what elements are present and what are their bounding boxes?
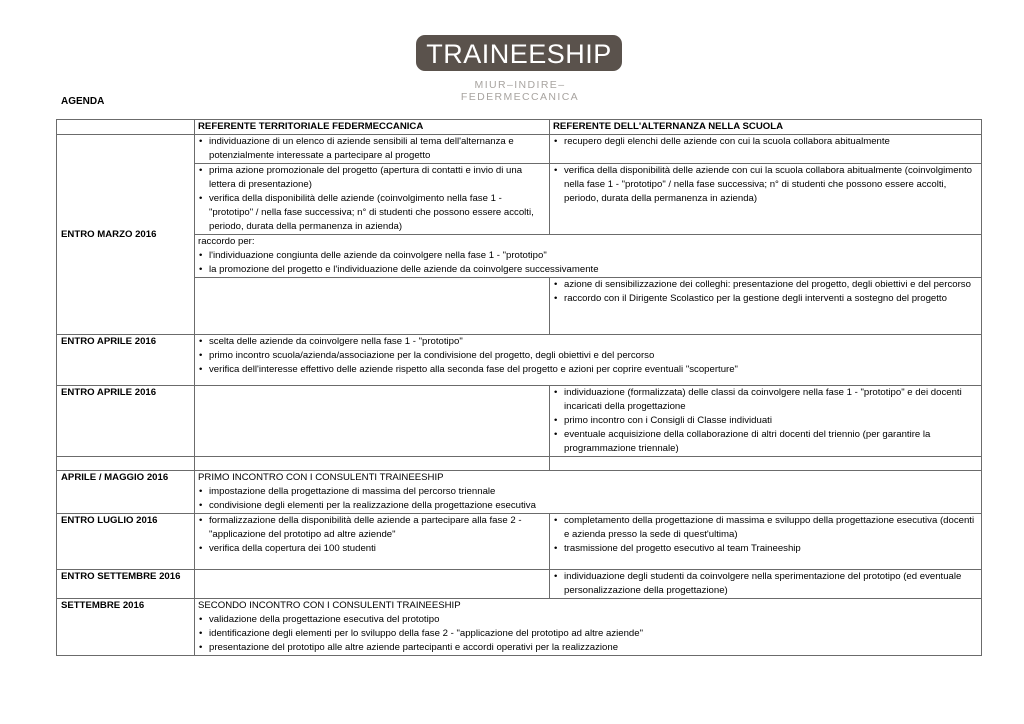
table-row <box>57 386 982 457</box>
header-date <box>57 120 195 135</box>
row-date: ENTRO MARZO 2016 <box>57 135 195 335</box>
list-item: • presentazione del prototipo alle altre aziende partecipanti e accordi operativi per la realizzazione <box>198 641 978 655</box>
cell-intro: PRIMO INCONTRO CON I CONSULENTI TRAINEESHIP <box>198 472 444 483</box>
table-row <box>57 235 982 278</box>
table-row-empty <box>57 457 982 471</box>
bullet-list <box>553 570 978 598</box>
cell-scuola <box>550 514 982 570</box>
row-date: APRILE / MAGGIO 2016 <box>57 471 195 514</box>
bullet-list <box>553 278 978 306</box>
list-item: • verifica della copertura dei 100 studenti <box>198 542 546 556</box>
cell-federmeccanica <box>195 164 550 235</box>
table-row <box>57 471 982 514</box>
cell-federmeccanica <box>195 278 550 335</box>
cell-federmeccanica <box>195 135 550 164</box>
bullet-list <box>198 164 546 234</box>
bullet-list <box>553 164 978 206</box>
page-title: AGENDA <box>61 96 105 107</box>
list-item: • impostazione della progettazione di massima del percorso triennale <box>198 485 978 499</box>
list-item: • individuazione (formalizzata) delle classi da coinvolgere nella fase 1 - "prototipo" e dei docenti incaricati della progettazione <box>553 386 978 414</box>
list-item: • scelta delle aziende da coinvolgere nella fase 1 - "prototipo" <box>198 335 978 349</box>
list-item: • primo incontro con i Consigli di Classe individuati <box>553 414 978 428</box>
header-federmeccanica: REFERENTE TERRITORIALE FEDERMECCANICA <box>195 120 550 135</box>
list-item: • individuazione degli studenti da coinvolgere nella sperimentazione del prototipo (ed eventuale personalizzazione della progettazione) <box>553 570 978 598</box>
list-item: • condivisione degli elementi per la realizzazione della progettazione esecutiva <box>198 499 978 513</box>
cell-intro: SECONDO INCONTRO CON I CONSULENTI TRAINEESHIP <box>198 600 461 611</box>
row-date: SETTEMBRE 2016 <box>57 599 195 656</box>
list-item: • trasmissione del progetto esecutivo al team Traineeship <box>553 542 978 556</box>
list-item: • eventuale acquisizione della collaborazione di altri docenti del triennio (per garantire la programmazione triennale) <box>553 428 978 456</box>
bullet-list <box>198 249 978 277</box>
cell-scuola <box>550 164 982 235</box>
list-item: • raccordo con il Dirigente Scolastico per la gestione degli interventi a sostegno del progetto <box>553 292 978 306</box>
row-date: ENTRO SETTEMBRE 2016 <box>57 570 195 599</box>
list-item: • completamento della progettazione di massima e sviluppo della progettazione esecutiva (docenti e azienda presso la sede di quest'ultima) <box>553 514 978 542</box>
list-item: • formalizzazione della disponibilità delle aziende a partecipare alla fase 2 - "applicazione del prototipo ad altre aziende" <box>198 514 546 542</box>
list-item: • recupero degli elenchi delle aziende con cui la scuola collabora abitualmente <box>553 135 978 149</box>
bullet-list <box>553 514 978 556</box>
header-scuola: REFERENTE DELL'ALTERNANZA NELLA SCUOLA <box>550 120 982 135</box>
list-item: • verifica della disponibilità delle aziende (coinvolgimento nella fase 1 - "prototipo" / nella fase successiva; n° di studenti che possono essere accolti, periodo, durata della permanenza in azienda) <box>198 192 546 234</box>
table-row <box>57 570 982 599</box>
traineeship-logo <box>416 35 622 71</box>
list-item: • verifica dell'interesse effettivo delle aziende rispetto alla seconda fase del progetto e azioni per coprire eventuali "scoperture" <box>198 363 978 377</box>
logo-text: TRAINEESHIP <box>426 39 612 69</box>
list-item: • individuazione di un elenco di aziende sensibili al tema dell'alternanza e potenzialmente interessate a partecipare al progetto <box>198 135 546 163</box>
list-item: • prima azione promozionale del progetto (apertura di contatti e invio di una lettera di presentazione) <box>198 164 546 192</box>
bullet-list <box>198 514 546 556</box>
table-row <box>57 335 982 386</box>
table-header-row <box>57 120 982 135</box>
cell-federmeccanica <box>195 570 550 599</box>
cell-scuola <box>550 135 982 164</box>
list-item: • verifica della disponibilità delle aziende con cui la scuola collabora abitualmente (coinvolgimento nella fase 1 - "prototipo" / nella fase successiva; n° di studenti che possono essere accolti, periodo, durata della permanenza in azienda) <box>553 164 978 206</box>
row-date: ENTRO LUGLIO 2016 <box>57 514 195 570</box>
cell-joint <box>195 335 982 386</box>
bullet-list <box>198 613 978 655</box>
row-date: ENTRO APRILE 2016 <box>57 386 195 457</box>
cell-joint <box>195 235 982 278</box>
bullet-list <box>198 135 546 163</box>
list-item: • l'individuazione congiunta delle aziende da coinvolgere nella fase 1 - "prototipo" <box>198 249 978 263</box>
table-row <box>57 164 982 235</box>
table-row <box>57 135 982 164</box>
bullet-list <box>553 135 978 149</box>
cell-scuola <box>550 570 982 599</box>
list-item: • la promozione del progetto e l'individuazione delle aziende da coinvolgere successivamente <box>198 263 978 277</box>
cell-federmeccanica <box>195 386 550 457</box>
table-row <box>57 514 982 570</box>
logo-wordmark <box>416 35 622 71</box>
cell-scuola <box>550 278 982 335</box>
list-item: • azione di sensibilizzazione dei colleghi: presentazione del progetto, degli obiettivi e del percorso <box>553 278 978 292</box>
agenda-table <box>56 119 982 656</box>
cell-federmeccanica <box>195 514 550 570</box>
row-date: ENTRO APRILE 2016 <box>57 335 195 386</box>
table-row <box>57 278 982 335</box>
table-row <box>57 599 982 656</box>
list-item: • identificazione degli elementi per lo sviluppo della fase 2 - "applicazione del prototipo ad altre aziende" <box>198 627 978 641</box>
bullet-list <box>553 386 978 456</box>
bullet-list <box>198 335 978 377</box>
logo-subtitle: MIUR–INDIRE–FEDERMECCANICA <box>460 79 580 103</box>
bullet-list <box>198 485 978 513</box>
list-item: • validazione della progettazione esecutiva del prototipo <box>198 613 978 627</box>
list-item: • primo incontro scuola/azienda/associazione per la condivisione del progetto, degli obiettivi e del percorso <box>198 349 978 363</box>
cell-joint <box>195 471 982 514</box>
cell-joint <box>195 599 982 656</box>
cell-intro: raccordo per: <box>198 236 255 247</box>
cell-scuola <box>550 386 982 457</box>
